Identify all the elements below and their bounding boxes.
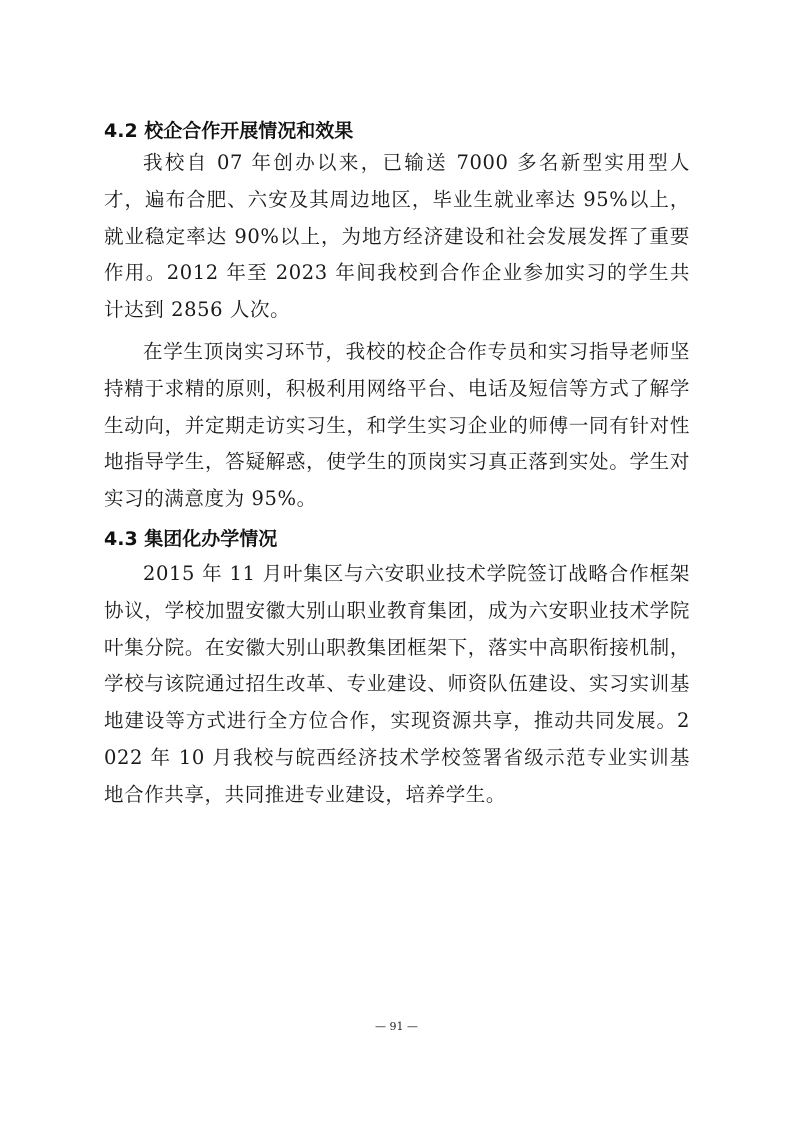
- paragraph-group-education: 2015 年 11 月叶集区与六安职业技术学院签订战略合作框架协议，学校加盟安徽大别山职业教育集团，成为六安职业技术学院叶集分院。在安徽大别山职教集团框架下，落实中高职衔接机制，学校与该院通过招生改革、专业建设、师资队伍建设、实习实训基地建设等方式进行全方位合作，实现资源共享，推动共同发展。2022 年 10 月我校与皖西经济技术学校签署省级示范专业实训基地合作共享，共同推进专业建设，培养学生。: [104, 562, 690, 806]
- page-number: — 91 —: [375, 1020, 418, 1033]
- paragraph-internship-guidance: 在学生顶岗实习环节，我校的校企合作专员和实习指导老师坚持精于求精的原则，积极利用网络平台、电话及短信等方式了解学生动向，并定期走访实习生，和学生实习企业的师傅一同有针对性地指导学生，答疑解惑，使学生的顶岗实习真正落到实处。学生对实习的满意度为 95%。: [104, 340, 690, 511]
- section-heading-4-2: 4.2 校企合作开展情况和效果: [104, 120, 354, 142]
- paragraph-graduate-outcomes: 我校自 07 年创办以来，已输送 7000 多名新型实用型人才，遍布合肥、六安及其周边地区，毕业生就业率达 95%以上，就业稳定率达 90%以上，为地方经济建设和社会发展发挥了重要作用。2012 年至 2023 年间我校到合作企业参加实习的学生共计达到 2856 人次。: [104, 151, 690, 322]
- section-heading-4-3: 4.3 集团化办学情况: [104, 528, 278, 550]
